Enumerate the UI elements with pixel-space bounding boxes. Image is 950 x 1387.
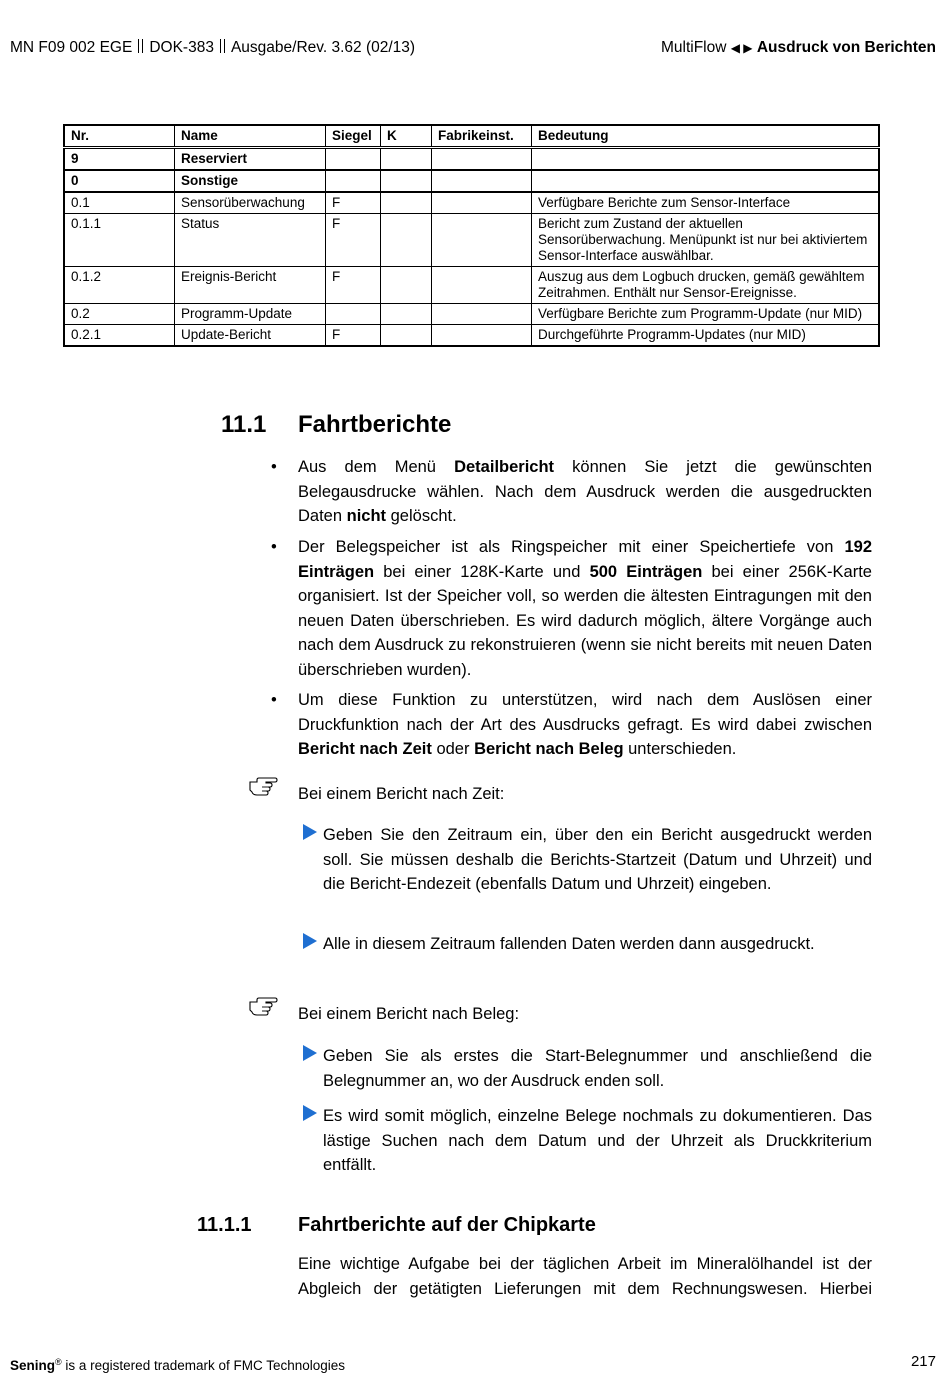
cell-bedeutung: Auszug aus dem Logbuch drucken, gemäß gewähltem Zeitrahmen. Enthält nur Sensor-Ereignisse. [532,267,880,304]
text-run: Um diese Funktion zu unterstützen, wird nach dem Auslösen einer Druckfunktion nach der Art des Ausdrucks gefragt. Es wird dabei zwischen [298,691,872,734]
cell-name: Reserviert [175,148,326,171]
bullet-item [298,455,872,529]
step-item: Geben Sie den Zeitraum ein, über den ein Bericht ausgedruckt werden soll. Sie müssen deshalb die Berichts-Startzeit (Datum und Uhrzeit) und die Bericht-Endezeit (ebenfalls Datum und Uhrzeit) eingeben. [323,826,872,893]
cell-bedeutung: Durchgeführte Programm-Updates (nur MID) [532,325,880,347]
col-k: K [381,125,432,148]
col-bedeutung: Bedeutung [532,125,880,148]
text-run: unterschieden. [623,740,737,758]
separator-icon [220,39,225,53]
cell-k [381,214,432,267]
text-run: Aus dem Menü [298,458,455,476]
cell-name: Sonstige [175,170,326,192]
cell-bedeutung [532,148,880,171]
revision: Ausgabe/Rev. 3.62 (02/13) [230,39,416,56]
dok-number: DOK-383 [149,39,214,56]
text-run: oder [431,740,475,758]
bullet-dot-icon: • [271,691,277,709]
bullet-item [298,688,872,762]
table-row [64,267,879,304]
product-name: MultiFlow [660,39,727,56]
brand-name: Sening [10,1358,56,1373]
pointing-hand-icon [248,996,278,1016]
table-row [64,170,879,192]
cell-name: Ereignis-Bericht [175,267,326,304]
report-menu-table [63,124,880,347]
cell-siegel: F [326,192,381,214]
table-row [64,214,879,267]
cell-bedeutung: Verfügbare Berichte zum Programm-Update (nur MID) [532,304,880,325]
step-item: Alle in diesem Zeitraum fallenden Daten werden dann ausgedruckt. [323,935,815,953]
cell-siegel: F [326,267,381,304]
separator-icon [138,39,143,53]
cell-fab [432,325,532,347]
cell-fab [432,304,532,325]
cell-siegel [326,148,381,171]
subsection-number: 11.1.1 [197,1214,252,1236]
cell-name: Update-Bericht [175,325,326,347]
emphasis-bericht-nach-beleg: Bericht nach Beleg [474,740,624,758]
cell-nr: 0.1 [64,192,175,214]
text-run: können Sie jetzt die gewünschten Belegausdrucke wählen. Nach dem Ausdruck werden die ausgedruckten Daten [298,458,873,525]
table-row [64,192,879,214]
subsection-paragraph: Eine wichtige Aufgabe bei der täglichen Arbeit im Mineralölhandel ist der Abgleich der getätigten Lieferungen mit dem Rechnungswesen. Hierbei [298,1255,872,1298]
bullet-item [298,535,872,682]
bullet-dot-icon: • [271,458,277,476]
table-row [64,304,879,325]
play-arrow-icon [303,933,317,949]
cell-nr: 0 [64,170,175,192]
table-row [64,148,879,171]
cell-bedeutung: Bericht zum Zustand der aktuellen Sensorüberwachung. Menüpunkt ist nur bei aktiviertem Sensor-Interface auswählbar. [532,214,880,267]
page-footer [10,1352,936,1372]
table-header-row [64,125,879,148]
cell-k [381,170,432,192]
nav-arrows-icon: ◀ ▶ [730,41,753,55]
cell-fab [432,170,532,192]
section-number: 11.1 [221,411,267,438]
doc-id: MN F09 002 EGE [10,39,133,56]
cell-nr: 0.2.1 [64,325,175,347]
cell-fab [432,192,532,214]
step-item: Es wird somit möglich, einzelne Belege nochmals zu dokumentieren. Das lästige Suchen nach dem Datum und der Uhrzeit als Druckkriterium entfällt. [323,1107,872,1174]
cell-fab [432,214,532,267]
col-name: Name [175,125,326,148]
play-arrow-icon [303,1045,317,1061]
text-run: Der Belegspeicher ist als Ringspeicher mit einer Speichertiefe von [298,538,845,556]
header-section-title: Ausdruck von Berichten [756,39,936,56]
note-time: Bei einem Bericht nach Zeit: [298,785,505,803]
cell-k [381,148,432,171]
emphasis-detailbericht: Detailbericht [454,458,555,476]
cell-nr: 9 [64,148,175,171]
bullet-dot-icon: • [271,538,277,556]
cell-name: Programm-Update [175,304,326,325]
pointing-hand-icon [248,776,278,796]
header-right [661,37,936,59]
cell-nr: 0.1.1 [64,214,175,267]
page-number: 217 [910,1353,936,1370]
step-item: Geben Sie als erstes die Start-Belegnummer und anschließend die Belegnummer an, wo der Ausdruck enden soll. [323,1047,872,1090]
emphasis-192: 192 Einträgen [298,538,872,581]
emphasis-bericht-nach-zeit: Bericht nach Zeit [298,740,432,758]
cell-name: Status [175,214,326,267]
play-arrow-icon [303,824,317,840]
cell-k [381,325,432,347]
text-run: gelöscht. [386,507,457,525]
page-header [10,37,936,59]
cell-name: Sensorüberwachung [175,192,326,214]
cell-nr: 0.2 [64,304,175,325]
trademark-note [10,1352,345,1376]
emphasis-500: 500 Einträgen [589,562,703,581]
trademark-text: is a registered trademark of FMC Technologies [61,1358,346,1373]
text-run: bei einer 128K-Karte und [374,562,590,581]
cell-siegel: F [326,214,381,267]
cell-fab [432,148,532,171]
subsection-title: Fahrtberichte auf der Chipkarte [298,1214,596,1236]
text-run: bei einer 256K-Karte organisiert. Ist der Speicher voll, so werden die ältesten Eintragungen mit den neuen Daten überschrieben. Es wird dadurch möglich, ältere Vorgänge auch nach dem Ausdruck zu rekonstruieren (wenn sie nicht bereits mit neuen Daten überschrieben wurden). [298,562,872,679]
col-nr: Nr. [64,125,175,148]
cell-bedeutung [532,170,880,192]
cell-k [381,267,432,304]
emphasis-nicht: nicht [346,507,387,525]
registered-mark: ® [55,1357,62,1367]
play-arrow-icon [303,1105,317,1121]
cell-nr: 0.1.2 [64,267,175,304]
cell-siegel [326,304,381,325]
col-fabrikeinst: Fabrikeinst. [432,125,532,148]
cell-bedeutung: Verfügbare Berichte zum Sensor-Interface [532,192,880,214]
col-siegel: Siegel [326,125,381,148]
cell-k [381,304,432,325]
cell-siegel: F [326,325,381,347]
cell-fab [432,267,532,304]
section-title: Fahrtberichte [298,411,452,438]
cell-k [381,192,432,214]
cell-siegel [326,170,381,192]
header-left [10,37,415,59]
note-beleg: Bei einem Bericht nach Beleg: [298,1005,520,1023]
table-row [64,325,879,347]
